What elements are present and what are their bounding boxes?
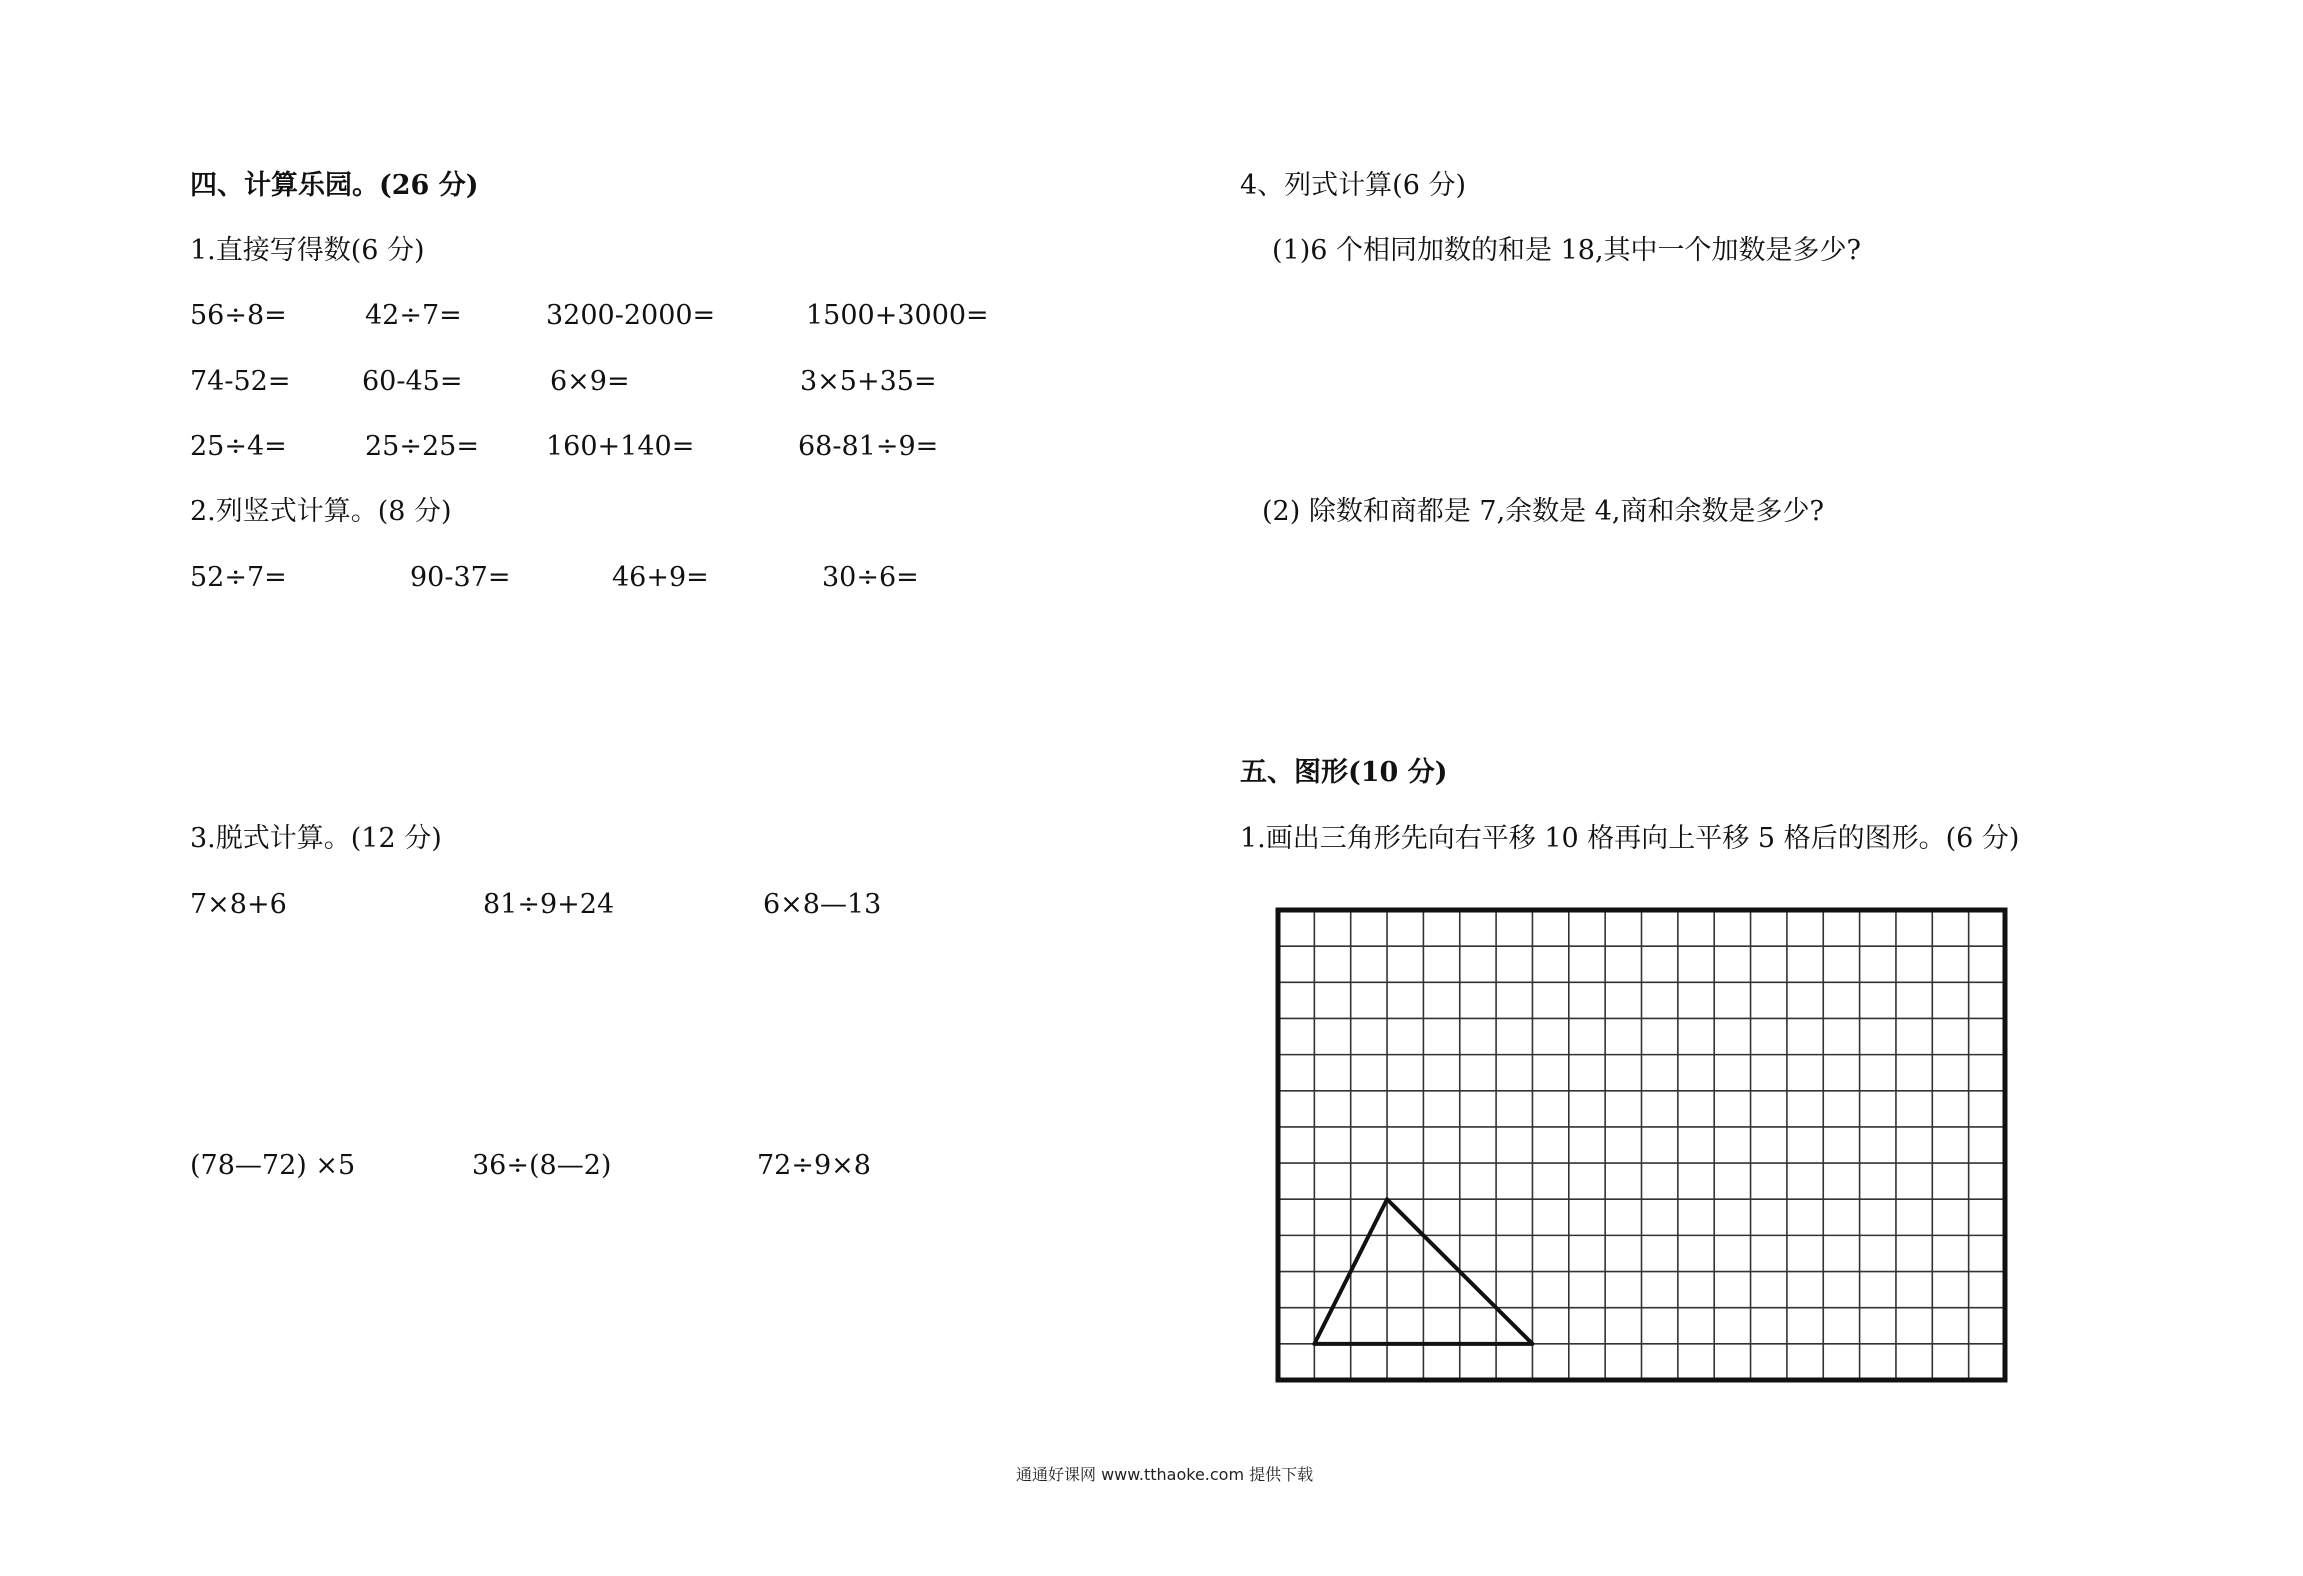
q1-r2-c2: 60-45= (362, 366, 463, 397)
q1-r1-c3: 3200-2000= (546, 300, 716, 331)
q2-item-4: 30÷6= (822, 562, 919, 593)
section5-q1: 1.画出三角形先向右平移 10 格再向上平移 5 格后的图形。(6 分) (1240, 823, 2020, 854)
q3-r1-c2: 81÷9+24 (483, 889, 615, 920)
q2-title: 2.列竖式计算。(8 分) (190, 496, 452, 527)
q2-item-3: 46+9= (612, 562, 709, 593)
q1-r2-c1: 74-52= (190, 366, 291, 397)
q4-part-1: (1)6 个相同加数的和是 18,其中一个加数是多少? (1272, 235, 1862, 266)
q1-r1-c4: 1500+3000= (806, 300, 989, 331)
q1-r2-c4: 3×5+35= (800, 366, 937, 397)
q3-r2-c2: 36÷(8—2) (472, 1150, 612, 1181)
q4-part-2: (2) 除数和商都是 7,余数是 4,商和余数是多少? (1262, 496, 1824, 527)
q3-r2-c3: 72÷9×8 (757, 1150, 871, 1181)
q2-item-1: 52÷7= (190, 562, 287, 593)
q1-r1-c2: 42÷7= (365, 300, 462, 331)
q4-title: 4、列式计算(6 分) (1240, 170, 1467, 201)
grid-lines (1278, 910, 2005, 1380)
q1-r1-c1: 56÷8= (190, 300, 287, 331)
section5-title: 五、图形(10 分) (1240, 757, 1448, 788)
q2-item-2: 90-37= (410, 562, 511, 593)
translation-grid (1260, 870, 2010, 1390)
q3-r1-c3: 6×8—13 (763, 889, 882, 920)
q1-title: 1.直接写得数(6 分) (190, 235, 425, 266)
q1-r2-c3: 6×9= (550, 366, 630, 397)
q3-r1-c1: 7×8+6 (190, 889, 287, 920)
q3-r2-c1: (78—72) ×5 (190, 1150, 356, 1181)
section4-title: 四、计算乐园。(26 分) (190, 170, 479, 201)
q1-r3-c4: 68-81÷9= (798, 431, 939, 462)
q1-r3-c1: 25÷4= (190, 431, 287, 462)
q1-r3-c2: 25÷25= (365, 431, 479, 462)
q1-r3-c3: 160+140= (546, 431, 695, 462)
q3-title: 3.脱式计算。(12 分) (190, 823, 442, 854)
footer-text: 通通好课网 www.tthaoke.com 提供下载 (1016, 1465, 1314, 1484)
